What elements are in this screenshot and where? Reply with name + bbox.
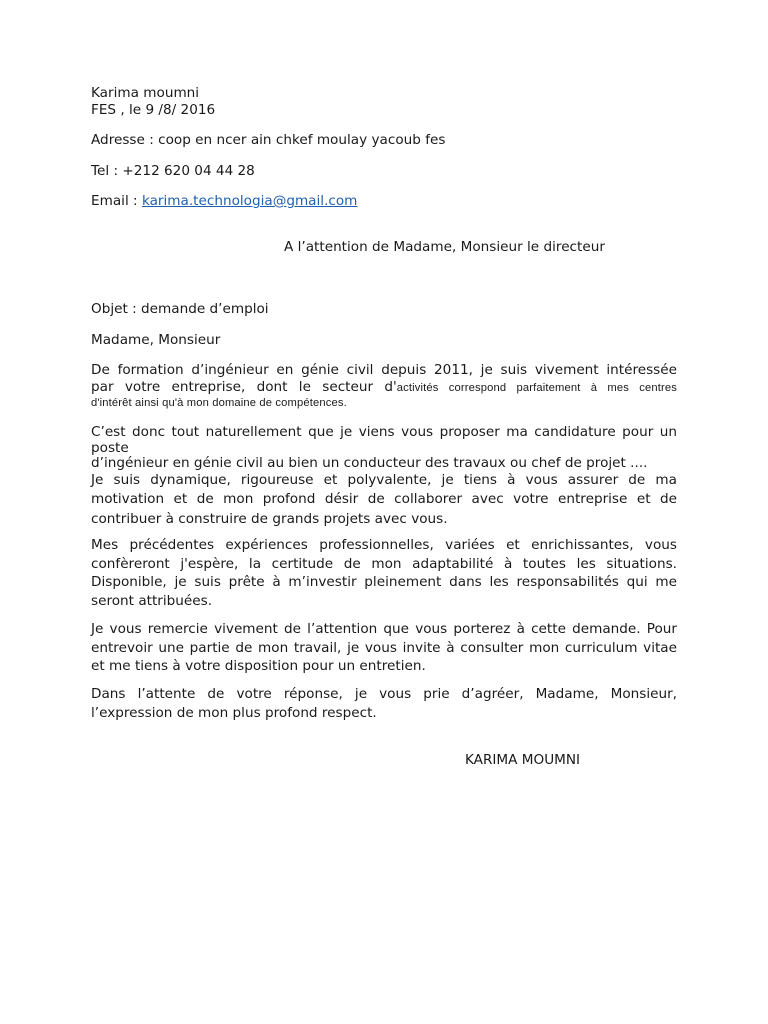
address-value: coop en ncer ain chkef moulay yacoub fes (158, 132, 446, 148)
object-line (91, 301, 677, 318)
recipient-text: A l’attention de Madame, Monsieur le directeur (284, 239, 605, 255)
paragraph-3: Mes précédentes expériences professionnelles, variées et enrichissantes, vous confèreront j'espère, la certitude de mon adaptabilité à toutes les situations. Disponible, je suis prête à m’investir pleinement dans les responsabilités qui me seront attribuées. (91, 537, 677, 609)
paragraph-2-line-2: poste (91, 439, 129, 456)
recipient-line (284, 239, 684, 256)
paragraph-1-line-2-small: activités correspond parfaitement à mes centres (396, 381, 677, 394)
paragraph-2-rest: Je suis dynamique, rigoureuse et polyvalente, je tiens à vous assurer de ma motivation et de mon profond désir de collaborer avec votre entreprise et de contribuer à construire de grands projets avec vous. (91, 471, 677, 527)
email-link[interactable]: karima.technologia@gmail.com (141, 193, 358, 209)
paragraph-1-line-2-start: par votre entreprise, dont le secteur d' (91, 378, 397, 395)
sender-name: Karima moumni (91, 85, 200, 101)
paragraph-2-line-1: C’est donc tout naturellement que je viens vous proposer ma candidature pour un (91, 424, 677, 440)
sender-email (91, 193, 677, 210)
sender-address (91, 132, 677, 149)
paragraph-2 (91, 424, 677, 529)
sender-header (91, 85, 677, 118)
salutation (91, 332, 677, 349)
paragraph-1 (91, 362, 677, 410)
sender-phone (91, 163, 677, 180)
email-label: Email : (91, 193, 138, 209)
paragraph-4: Je vous remercie vivement de l’attention que vous porterez à cette demande. Pour entrevoir une partie de mon travail, je vous invite à consulter mon curriculum vitae et me tiens à votre disposition pour un entretien. (91, 621, 677, 674)
tel-label: Tel : (91, 163, 119, 179)
signature-text: KARIMA MOUMNI (465, 752, 581, 768)
paragraph-1-line-3: d'intérêt ainsi qu'à mon domaine de compétences. (91, 397, 347, 409)
paragraph-2-line-3: d’ingénieur en génie civil au bien un conducteur des travaux ou chef de projet .... (91, 454, 648, 471)
address-label: Adresse : (91, 132, 154, 148)
object-text: Objet : demande d’emploi (91, 301, 269, 317)
paragraph-1-line-1: De formation d’ingénieur en génie civil depuis 2011, je suis vivement intéressée (91, 362, 677, 378)
place-date: FES , le 9 /8/ 2016 (91, 101, 216, 118)
paragraph-1-line-2 (91, 379, 677, 397)
signature (465, 752, 665, 769)
tel-value: +212 620 04 44 28 (122, 163, 255, 179)
paragraph-5: Dans l’attente de votre réponse, je vous prie d’agréer, Madame, Monsieur, l’expression de mon plus profond respect. (91, 686, 677, 721)
salutation-text: Madame, Monsieur (91, 332, 221, 348)
